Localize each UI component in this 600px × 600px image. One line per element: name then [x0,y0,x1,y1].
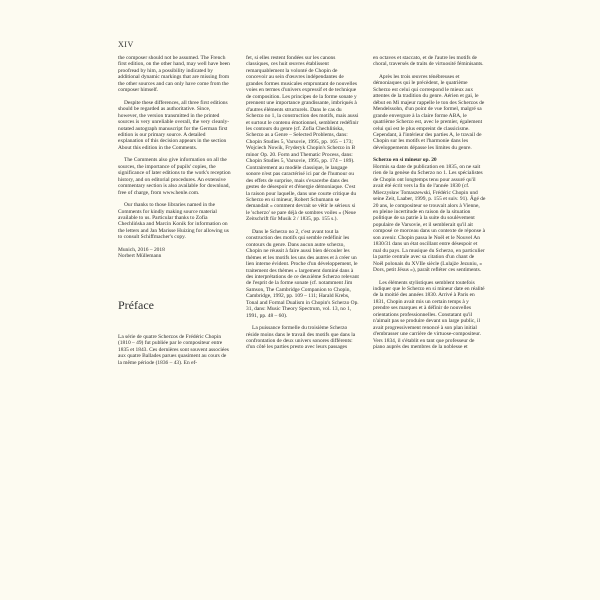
subsection-heading: Scherzo en si mineur op. 20 [373,157,437,164]
paragraph: fet, si elles restent fondées sur les canons classiques, ces huit œuvres établissent remarquablement la volonté de Chopin de concevoir au sein d'œuvres indépendantes de grandes formes musicales empruntant de nouvelles voies en termes d'univers expressif et de technique de composition. Les principes de la forme sonate y prennent une importance grandissante, imbriqués à d'autres éléments structurels. Dans le cas du Scherzo no 1, la construction des motifs, mais aussi et surtout le contenu émotionnel, semblent redéfinir les contours du genre (cf. Zofia Chechlińska, Scherzo as a Genre – Selected Problems, dans: Chopin Studies 5, Varsovie, 1995, pp. 165 – 173; Wojciech Nowik, Fryderyk Chopin's Scherzo in B minor Op. 20. Form and Thematic Process, dans: Chopin Studies 5, Varsovie, 1995, pp. 174 – 189). Contrairement au modèle classique, le langage sonore n'est pas caractérisé ici par de l'humour ou des effets de surprise, mais s'exacerbe dans des gestes de désespoir et d'énergie démoniaque. C'est la raison pour laquelle, dans une courte critique du Scherzo en si mineur, Robert Schumann se demandait « comment devrait se vêtir le sérieux si le 'scherzo' se pare déjà de sombres voiles » (Neue Zeitschrift für Musik 2 / 1835, pp. 155 s.). [246,55,359,223]
column-1 [118,55,231,372]
author-name: Norbert Müllemann [118,253,162,260]
paragraph: Dans le Scherzo no 2, c'est avant tout la construction des motifs qui semble redéfinir les contours du genre. Dans aucun autre scherzo, Chopin ne réussit à faire aussi bien découler les thèmes et les motifs les uns des autres et à créer un lien interne évident. Proche d'un développement, le traitement des thèmes « largement dominé dans à des interprétations de ce deuxième Scherzo relevant de l'esprit de la forme sonate (cf. notamment Jim Samson, The Cambridge Companion to Chopin, Cambridge, 1992, pp. 109 – 111; Harald Krebs, Tonal and Formal Dualism in Chopin's Scherzo Op. 31, dans: Music Theory Spectrum, vol. 13, no 1, 1991, pp. 48 – 60). [246,228,359,319]
paragraph: Les éléments stylistiques semblent toutefois indiquer que le Scherzo en si mineur date en réalité de la moitié des années 1830. Arrivé à Paris en 1831, Chopin avait mis un certain temps à y prendre ses marques et à définir de nouvelles orientations professionnelles. Constatant qu'il n'aimait pas se produire devant un large public, il avait progressivement renoncé à son plan initial d'embrasser une carrière de virtuose-compositeur. Vers 1834, il s'établit en tant que professeur de piano auprès des membres de la noblesse et [373,279,485,351]
paragraph: Despite these differences, all three first editions should be regarded as authoritative. Since, however, the version transmitted in the printed sources is very unreliable overall, the very cleanly-notated autograph manuscript for the German first edition is our primary source. A detailed explanation of this decision appears in the section About this edition in the Comments. [118,99,230,151]
paragraph: en octaves et staccato, et de l'autre les motifs de choral, traversés de traits de virtuosité féminisants. [373,55,484,68]
paragraph: Après les trois œuvres ténébreuses et démoniaques qui le précèdent, le quatrième Scherzo est celui qui correspond le mieux aux attentes de la tradition du genre. Aérien et gai, le début en Mi majeur rappelle le ton des Scherzos de Mendelssohn, d'un point de vue formel, malgré sa grande envergure à la claire forme ABA, le quatrième Scherzo est, avec le premier, également celui qui est le plus empreint de classicisme. Cependant, à l'intérieur des parties A, le travail de Chopin sur les motifs et l'harmonie dans les développements dépasse les limites du genre. [373,73,485,151]
paragraph: La puissance formelle du troisième Scherzo réside moins dans le travail des motifs que dans la confrontation de deux univers sonores différents: d'un côté les parties presto avec leurs passages [246,325,356,351]
paragraph: Hormis sa date de publication en 1835, on ne sait rien de la genèse du Scherzo no 1. Les spécialistes de Chopin ont longtemps tenu pour assuré qu'il avait été écrit vers la fin de l'année 1830 (cf. Mieczysław Tomaszewski, Frédéric Chopin und seine Zeit, Laaber, 1999, p. 155 et suiv. 91). Âgé de 20 ans, le compositeur se trouvait alors à Vienne, en pleine incertitude en raison de la situation politique de sa patrie à la suite du soulèvement populaire de Varsovie, et il semblerait qu'il ait composé ce morceau dans un contexte de réponse à son avenir. Chopin passa le Noël et le Nouvel An 1830/31 dans un état oscillant entre désespoir et mal du pays. La musique du Scherzo, en particulier la partie centrale avec sa citation d'un chant de Noël polonais du XVIIe siècle (Lulajże Jezuniu, « Dors, petit Jésus »), paraît refléter ces sentiments. [373,163,486,274]
column-3 [373,55,486,356]
place-date: Munich, 2016 – 2018 [118,246,165,253]
paragraph: La série de quatre Scherzos de Frédéric Chopin (1810 – 49) fut publiée par le compositeur entre 1835 et 1843. Ces dernières sont souvent associées aux quatre Ballades parues quasiment au cours de la même période (1836 – 43). En ef- [118,333,229,366]
paragraph: the composer should not be assumed. The French first edition, on the other hand, may well have been proofread by him, a possibility indicated by additional dynamic markings that are missing from the other sources and can only have come from the composer himself. [118,55,230,94]
column-2 [246,55,359,357]
paragraph: The Comments also give information on all the sources, the importance of pupils' copies, the significance of later editions to the work's reception history, and on editorial procedures. An extensive commentary section is also available for download, free of charge, from www.henle.com. [118,157,231,196]
paragraph: Our thanks to those libraries named in the Comments for kindly making source material available to us. Particular thanks to Zofia Chechlińska and Marcin Konik for information on the letters and Jan Marisse Huizing for allowing us to consult Schiffmacher's copy. [118,202,229,241]
page-number: XIV [118,40,134,49]
section-heading: Préface [118,297,154,312]
